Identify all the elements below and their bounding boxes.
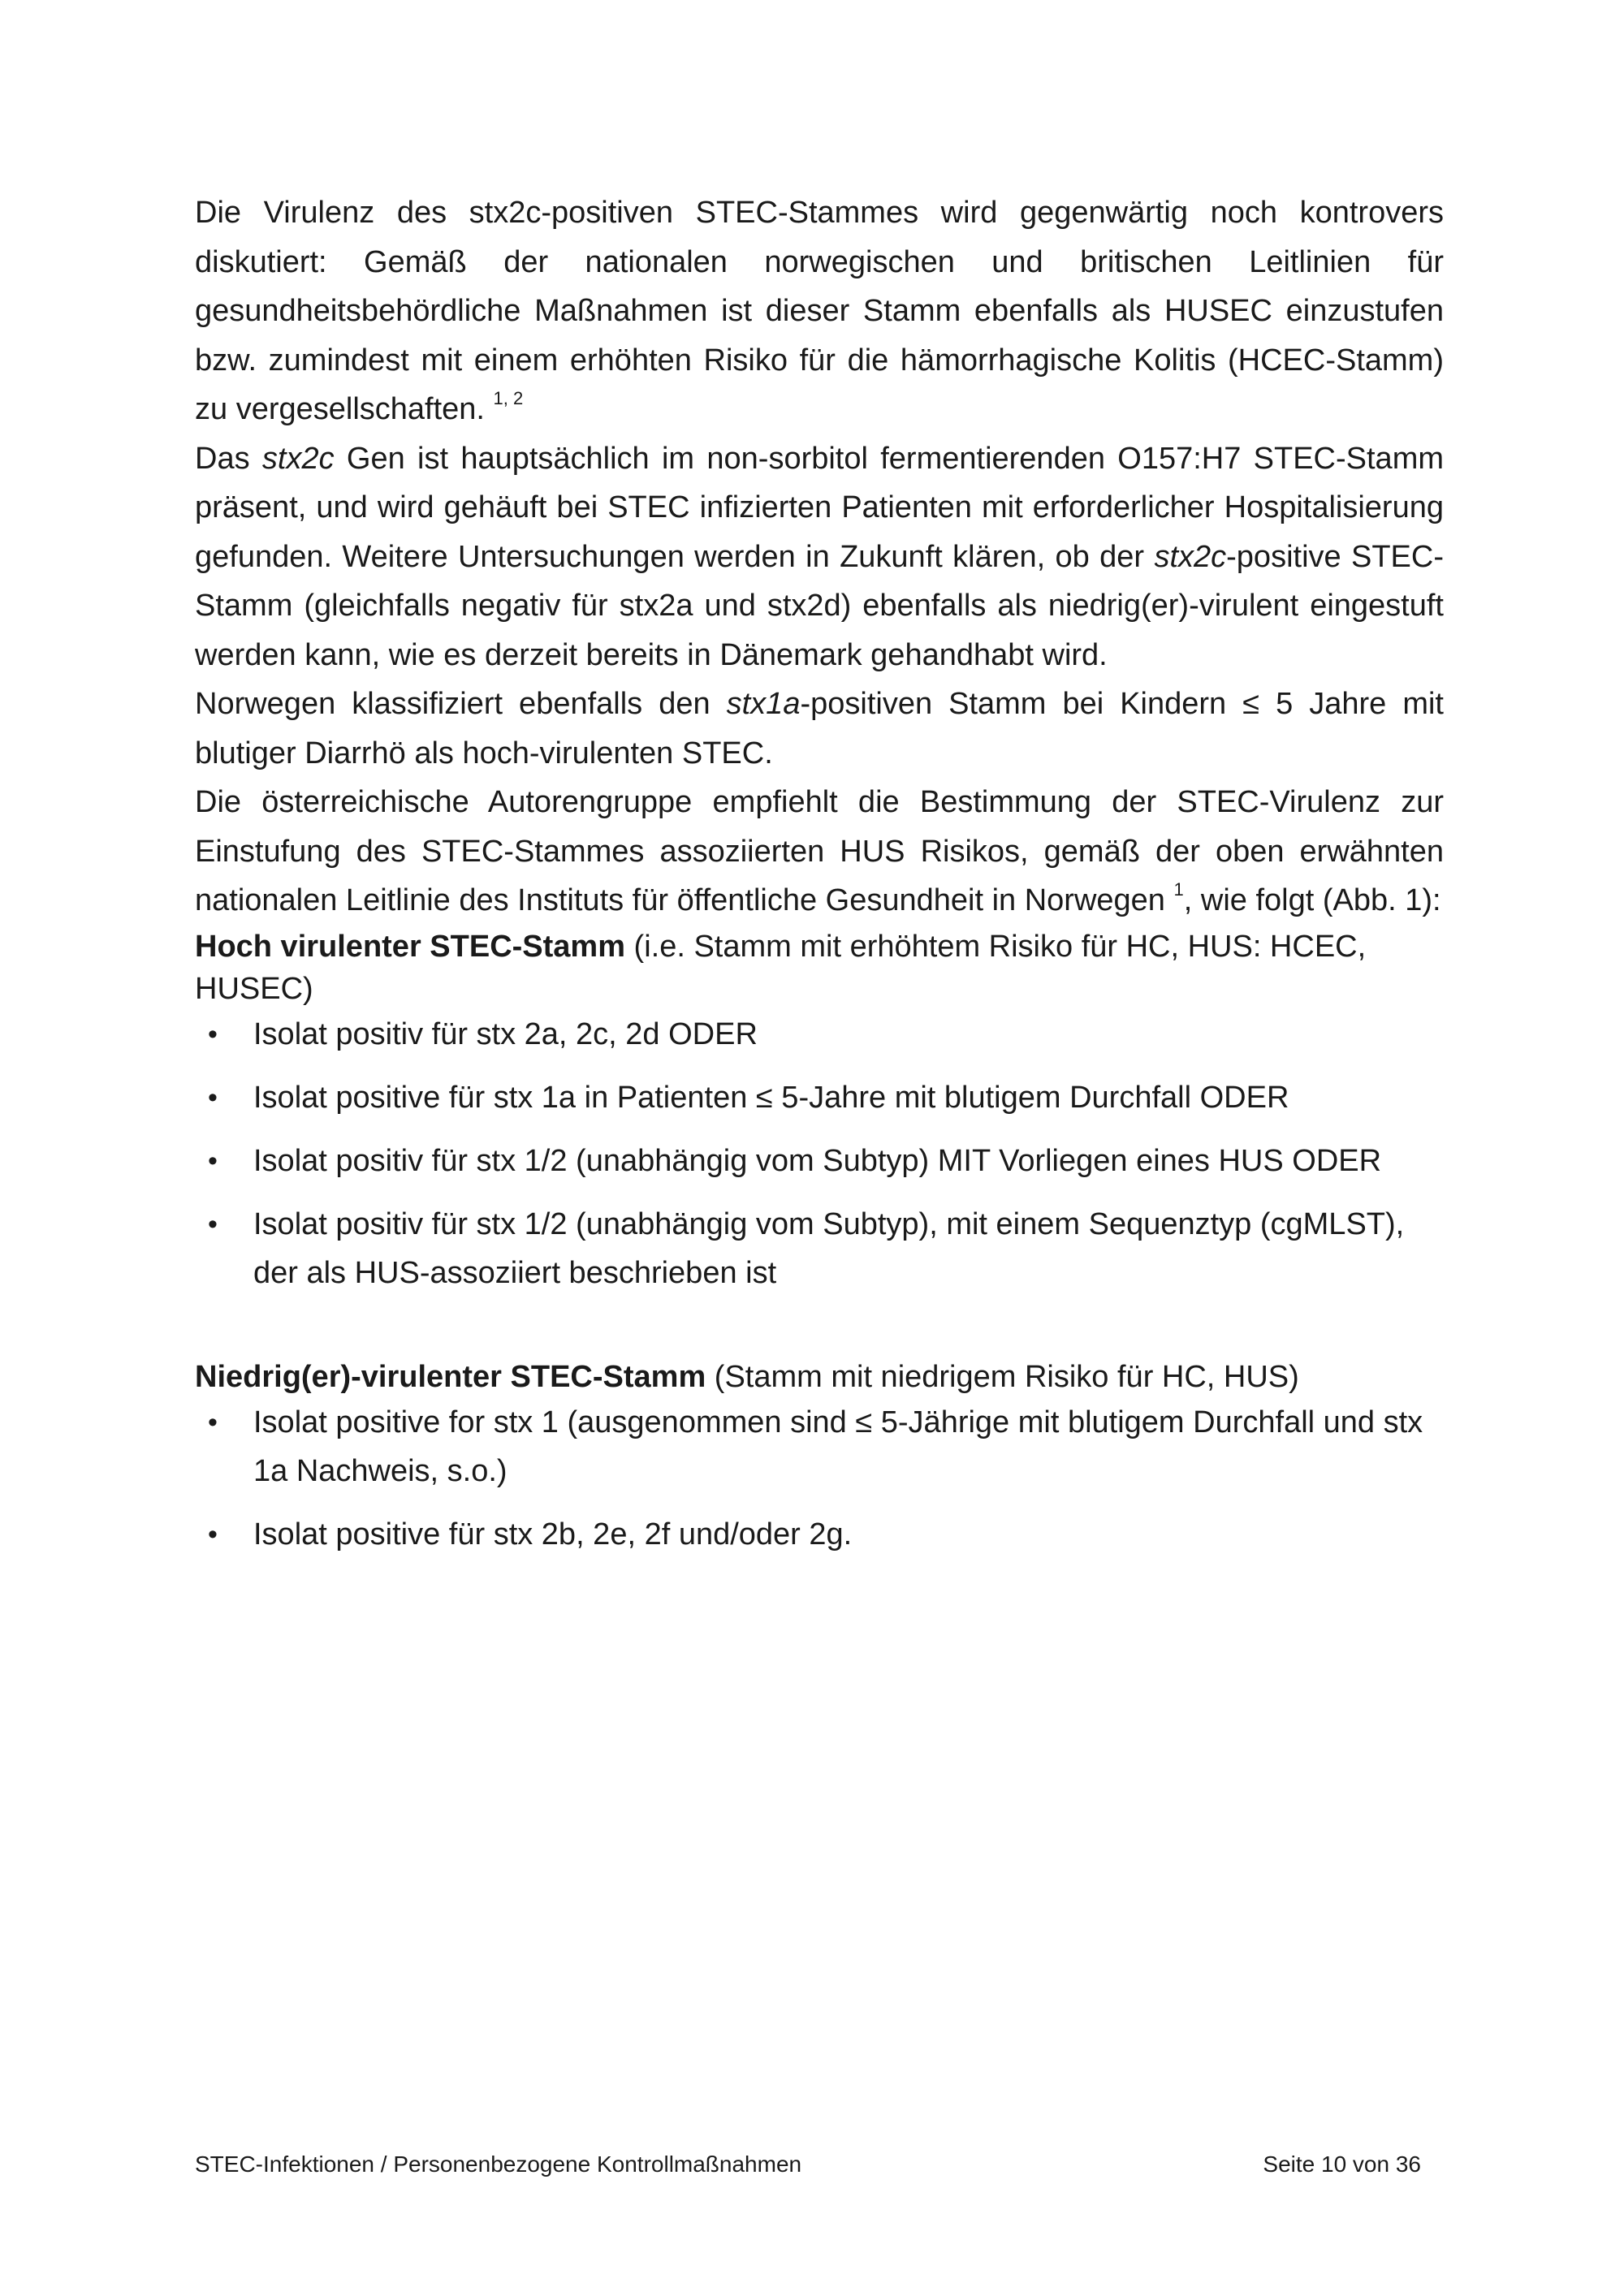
list-item <box>195 1510 1444 1559</box>
list-item-text: Isolat positiv für stx 1/2 (unabhängig vom Subtyp), mit einem Sequenztyp (cgMLST), der als HUS-assoziiert beschrieben ist <box>253 1206 1405 1290</box>
paragraph-stx2c-gene <box>195 434 1444 680</box>
section-title: Hoch virulenter STEC-Stamm <box>195 929 625 964</box>
paragraph-text: Die Virulenz des stx2c-positiven STEC-Stammes wird gegenwärtig noch kontrovers diskutiert: Gemäß der nationalen norwegischen und britischen Leitlinien für gesundheitsbehördliche Maßnahmen ist dieser Stamm ebenfalls als HUSEC einzustufen bzw. zumindest mit einem erhöhten Risiko für die hämorrhagische Kolitis (HCEC-Stamm) zu vergesellschaften. <box>195 196 1444 426</box>
section-heading <box>195 1356 1444 1398</box>
section-high-virulent <box>195 926 1444 1297</box>
bullet-icon: • <box>208 1018 218 1050</box>
bullet-list <box>195 1010 1444 1297</box>
italic-term: stx2c <box>261 441 335 476</box>
paragraph-text: -positiven Stamm bei Kindern ≤ 5 Jahre mit blutiger Diarrhö als hoch-virulenten STEC. <box>195 687 1444 770</box>
footer-title: STEC-Infektionen / Personenbezogene Kontrollmaßnahmen <box>195 2151 802 2177</box>
list-item <box>195 1073 1444 1122</box>
italic-term: stx2c <box>1154 539 1227 574</box>
paragraph-text: Gen ist hauptsächlich im non-sorbitol fermentierenden O157:H7 STEC-Stamm präsent, und wird gehäuft bei STEC infizierten Patienten mit erforderlicher Hospitalisierung gefunden. Weitere Untersuchungen werden in Zukunft klären, ob der <box>195 441 1445 574</box>
list-item <box>195 1137 1444 1185</box>
bullet-icon: • <box>208 1081 218 1113</box>
document-body <box>195 188 1444 1573</box>
bullet-icon: • <box>208 1145 218 1176</box>
bullet-icon: • <box>208 1208 218 1240</box>
list-item-text: Isolat positive für stx 1a in Patienten ≤ 5-Jahre mit blutigem Durchfall ODER <box>253 1080 1289 1115</box>
paragraph-text: Norwegen klassifiziert ebenfalls den <box>195 687 727 721</box>
list-item <box>195 1010 1444 1059</box>
list-item-text: Isolat positive for stx 1 (ausgenommen sind ≤ 5-Jährige mit blutigem Durchfall und stx 1a Nachweis, s.o.) <box>253 1405 1423 1488</box>
list-item-text: Isolat positive für stx 2b, 2e, 2f und/oder 2g. <box>253 1517 853 1552</box>
list-item-text: Isolat positiv für stx 2a, 2c, 2d ODER <box>253 1016 758 1051</box>
paragraph-virulence-stx2c <box>195 188 1444 434</box>
bullet-icon: • <box>208 1406 218 1438</box>
list-item <box>195 1398 1444 1495</box>
italic-term: stx1a <box>726 687 801 721</box>
list-item-text: Isolat positiv für stx 1/2 (unabhängig vom Subtyp) MIT Vorliegen eines HUS ODER <box>253 1143 1382 1178</box>
footnote-ref: 1, 2 <box>493 388 524 409</box>
bullet-icon: • <box>208 1518 218 1550</box>
section-subtitle: (Stamm mit niedrigem Risiko für HC, HUS) <box>706 1359 1299 1394</box>
paragraph-text: , wie folgt (Abb. 1): <box>1183 883 1441 917</box>
section-subtitle: (i.e. Stamm mit erhöhtem Risiko für HC, HUS: HCEC, HUSEC) <box>195 929 1367 1006</box>
page-number: Seite 10 von 36 <box>1263 2151 1421 2177</box>
section-title: Niedrig(er)-virulenter STEC-Stamm <box>195 1359 706 1394</box>
paragraph-recommendation <box>195 778 1444 926</box>
section-low-virulent <box>195 1356 1444 1559</box>
paragraph-text: -positive STEC-Stamm (gleichfalls negativ für stx2a und stx2d) ebenfalls als niedrig(er)-virulent eingestuft werden kann, wie es derzeit bereits in Dänemark gehandhabt wird. <box>195 539 1444 672</box>
list-item <box>195 1200 1444 1297</box>
paragraph-text: Das <box>195 441 262 476</box>
paragraph-text: Die österreichische Autorengruppe empfiehlt die Bestimmung der STEC-Virulenz zur Einstufung des STEC-Stammes assoziierten HUS Risikos, gemäß der oben erwähnten nationalen Leitlinie des Instituts für öffentliche Gesundheit in Norwegen <box>195 785 1444 917</box>
paragraph-norway-stx1a <box>195 680 1444 778</box>
footnote-ref: 1 <box>1173 879 1184 900</box>
bullet-list <box>195 1398 1444 1559</box>
section-heading <box>195 926 1444 1010</box>
